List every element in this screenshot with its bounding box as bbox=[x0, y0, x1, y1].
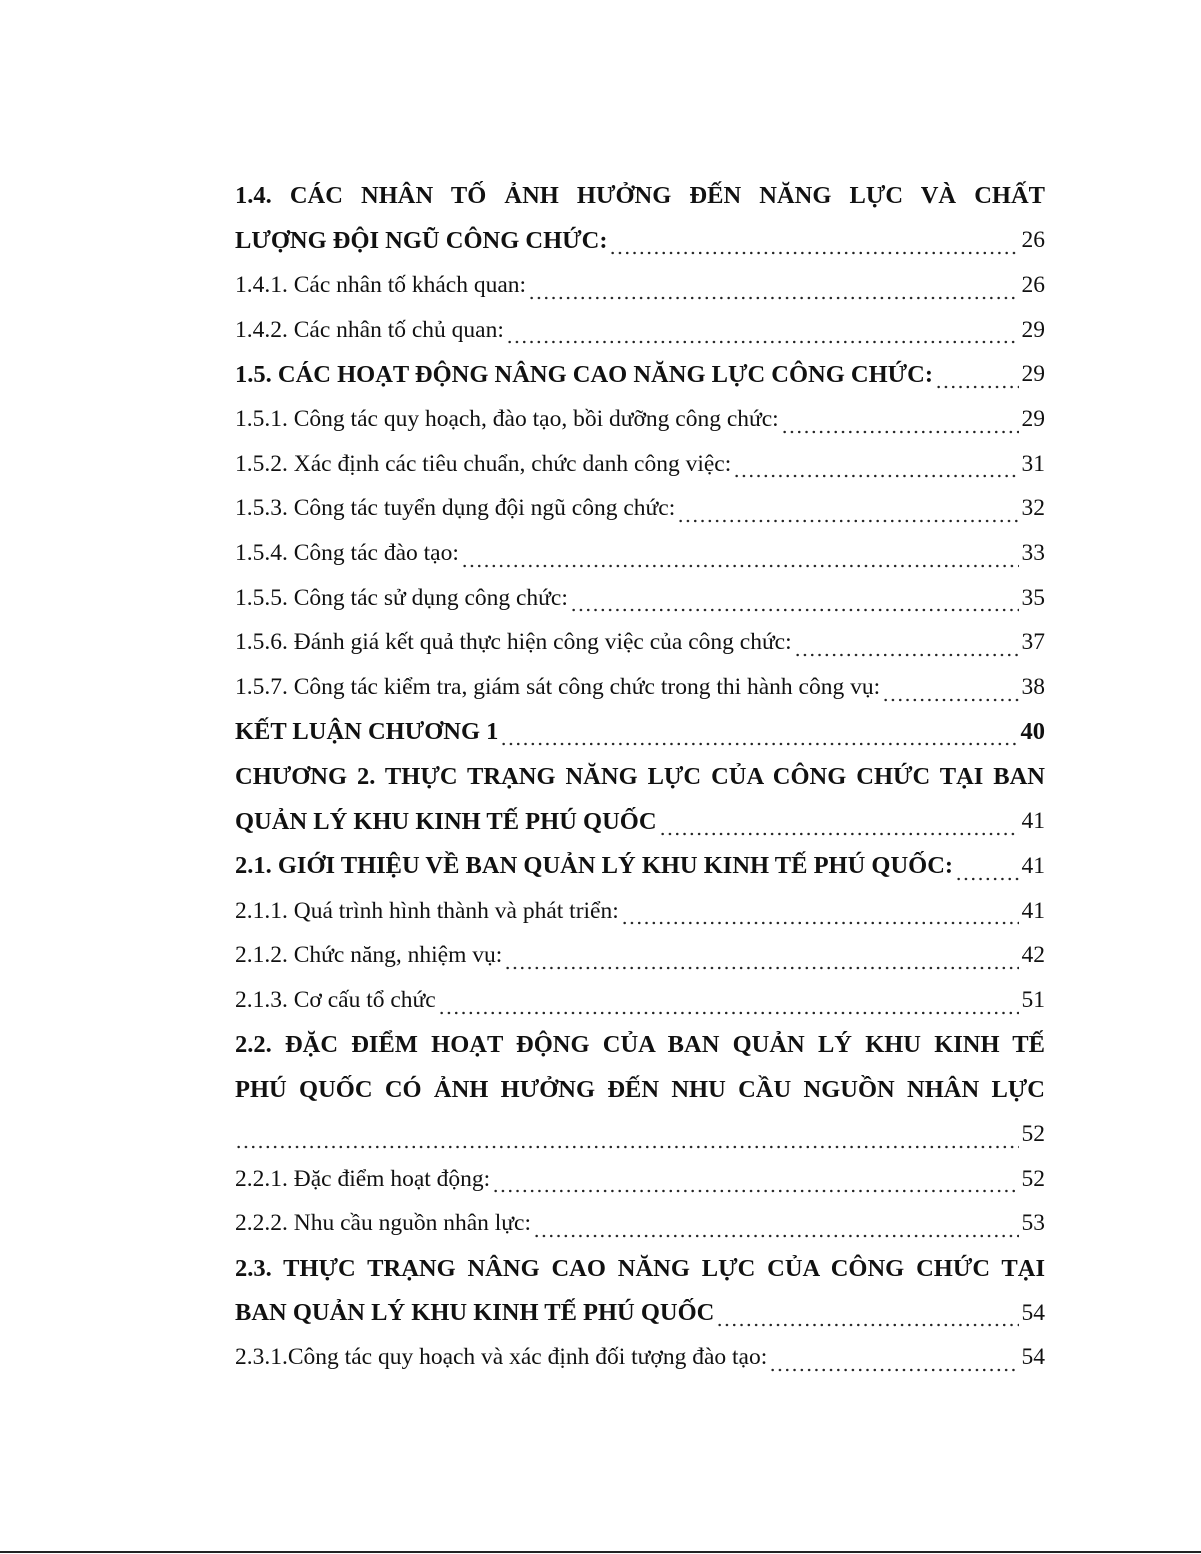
page-number: 52 bbox=[1021, 1165, 1045, 1192]
table-of-contents bbox=[235, 174, 1045, 1381]
dot-leader bbox=[570, 600, 1019, 621]
toc-entry-2-3[interactable] bbox=[235, 1291, 1045, 1336]
toc-entry-2-1-3[interactable] bbox=[235, 978, 1045, 1023]
toc-entry-1-5-3[interactable] bbox=[235, 487, 1045, 532]
toc-entry-title: 2.1. GIỚI THIỆU VỀ BAN QUẢN LÝ KHU KINH TẾ PHÚ QUỐC: bbox=[235, 852, 954, 880]
dot-leader bbox=[438, 1002, 1019, 1023]
toc-entry-title: 1.4.1. Các nhân tố khách quan: bbox=[235, 271, 527, 298]
toc-chapter-2-line-2: QUẢN LÝ KHU KINH TẾ PHÚ QUỐC bbox=[235, 807, 657, 835]
dot-leader bbox=[769, 1360, 1018, 1381]
toc-entry-chapter-2[interactable] bbox=[235, 800, 1045, 845]
toc-entry-2-2[interactable] bbox=[235, 1112, 1045, 1157]
page-number: 33 bbox=[1021, 540, 1045, 567]
toc-entry-2-1[interactable] bbox=[235, 844, 1045, 889]
page-number: 53 bbox=[1021, 1210, 1045, 1237]
toc-entry-2-2-1[interactable] bbox=[235, 1157, 1045, 1202]
dot-leader bbox=[235, 1136, 1019, 1157]
dot-leader bbox=[609, 242, 1018, 263]
toc-entry-1-5-1[interactable] bbox=[235, 397, 1045, 442]
toc-entry-title: 2.2.2. Nhu cầu nguồn nhân lực: bbox=[235, 1210, 531, 1237]
toc-chapter-2-line-1: CHƯƠNG 2. THỰC TRẠNG NĂNG LỰC CỦA CÔNG CHỨC TẠI BAN bbox=[235, 762, 1045, 790]
toc-entry-1-4[interactable] bbox=[235, 219, 1045, 264]
toc-entry-title: KẾT LUẬN CHƯƠNG 1 bbox=[235, 718, 499, 746]
toc-heading-2-3-line-1: 2.3. THỰC TRẠNG NÂNG CAO NĂNG LỰC CỦA CÔNG CHỨC TẠI bbox=[235, 1254, 1045, 1282]
page-number: 26 bbox=[1021, 271, 1045, 298]
toc-entry-title: 1.5. CÁC HOẠT ĐỘNG NÂNG CAO NĂNG LỰC CÔNG CHỨC: bbox=[235, 360, 934, 388]
toc-heading-1-4-line-1: 1.4. CÁC NHÂN TỐ ẢNH HƯỞNG ĐẾN NĂNG LỰC VÀ CHẤT bbox=[235, 182, 1045, 209]
page-number: 31 bbox=[1021, 450, 1045, 477]
toc-entry-title: 1.5.6. Đánh giá kết quả thực hiện công việc của công chức: bbox=[235, 629, 792, 656]
toc-entry-2-1-1[interactable] bbox=[235, 889, 1045, 934]
toc-entry-1-5-7[interactable] bbox=[235, 666, 1045, 711]
page-number: 35 bbox=[1021, 584, 1045, 611]
page-number: 42 bbox=[1021, 942, 1045, 969]
dot-leader bbox=[781, 421, 1019, 442]
toc-heading-1-4-line-2: LƯỢNG ĐỘI NGŨ CÔNG CHỨC: bbox=[235, 226, 608, 254]
toc-heading-2-2-line-1: 2.2. ĐẶC ĐIỂM HOẠT ĐỘNG CỦA BAN QUẢN LÝ KHU KINH TẾ bbox=[235, 1031, 1045, 1059]
dot-leader bbox=[506, 332, 1019, 353]
toc-entry-title: 2.2.1. Đặc điểm hoạt động: bbox=[235, 1165, 491, 1192]
dot-leader bbox=[492, 1181, 1018, 1202]
page-number: 41 bbox=[1021, 897, 1045, 924]
toc-entry-2-2-2[interactable] bbox=[235, 1202, 1045, 1247]
toc-entry-2-1-2[interactable] bbox=[235, 934, 1045, 979]
toc-entry-title: 1.5.5. Công tác sử dụng công chức: bbox=[235, 584, 568, 611]
dot-leader bbox=[935, 376, 1018, 397]
toc-entry-1-4-2[interactable] bbox=[235, 308, 1045, 353]
toc-entry-title: 2.1.2. Chức năng, nhiệm vụ: bbox=[235, 942, 503, 969]
toc-entry-title: 1.5.1. Công tác quy hoạch, đào tạo, bồi dưỡng công chức: bbox=[235, 406, 779, 433]
toc-entry-1-5-6[interactable] bbox=[235, 621, 1045, 666]
page-number: 32 bbox=[1021, 495, 1045, 522]
page-number: 29 bbox=[1021, 406, 1045, 433]
toc-entry-title: 2.1.3. Cơ cấu tổ chức bbox=[235, 986, 436, 1013]
toc-entry-title: 1.5.3. Công tác tuyển dụng đội ngũ công chức: bbox=[235, 495, 676, 522]
toc-entry-title: 2.1.1. Quá trình hình thành và phát triển: bbox=[235, 897, 619, 924]
toc-heading-2-2-line-2: PHÚ QUỐC CÓ ẢNH HƯỞNG ĐẾN NHU CẦU NGUỒN NHÂN LỰC bbox=[235, 1075, 1045, 1103]
toc-entry-title: 1.5.7. Công tác kiểm tra, giám sát công chức trong thi hành công vụ: bbox=[235, 674, 881, 701]
toc-entry-title: 2.3.1.Công tác quy hoạch và xác định đối tượng đào tạo: bbox=[235, 1344, 768, 1371]
toc-entry-1-5-4[interactable] bbox=[235, 532, 1045, 577]
toc-entry-title: 1.4.2. Các nhân tố chủ quan: bbox=[235, 316, 504, 343]
toc-entry-title: 1.5.2. Xác định các tiêu chuẩn, chức danh công việc: bbox=[235, 450, 732, 477]
page-number: 41 bbox=[1021, 852, 1045, 879]
page-number: 26 bbox=[1021, 227, 1045, 254]
dot-leader bbox=[528, 287, 1018, 308]
page-number: 29 bbox=[1021, 316, 1045, 343]
bottom-border-line bbox=[0, 1551, 1201, 1553]
toc-entry-title: 1.5.4. Công tác đào tạo: bbox=[235, 540, 459, 567]
page-number: 29 bbox=[1021, 361, 1045, 388]
page-number: 38 bbox=[1021, 674, 1045, 701]
dot-leader bbox=[733, 466, 1018, 487]
dot-leader bbox=[621, 913, 1019, 934]
dot-leader bbox=[500, 734, 1017, 755]
toc-entry-conclusion-ch1[interactable] bbox=[235, 710, 1045, 755]
dot-leader bbox=[659, 823, 1019, 844]
dot-leader bbox=[955, 868, 1018, 889]
toc-entry-1-5-2[interactable] bbox=[235, 442, 1045, 487]
dot-leader bbox=[794, 645, 1019, 666]
dot-leader bbox=[461, 555, 1019, 576]
dot-leader bbox=[716, 1315, 1018, 1336]
page-number: 41 bbox=[1021, 808, 1045, 835]
page-number: 52 bbox=[1021, 1121, 1045, 1148]
page-number: 51 bbox=[1021, 986, 1045, 1013]
dot-leader bbox=[504, 957, 1018, 978]
dot-leader bbox=[533, 1226, 1019, 1247]
page-number: 54 bbox=[1021, 1299, 1045, 1326]
page-number: 40 bbox=[1020, 718, 1045, 746]
toc-entry-1-4-1[interactable] bbox=[235, 263, 1045, 308]
toc-entry-2-3-1[interactable] bbox=[235, 1336, 1045, 1381]
toc-entry-1-5[interactable] bbox=[235, 353, 1045, 398]
toc-entry-1-5-5[interactable] bbox=[235, 576, 1045, 621]
dot-leader bbox=[677, 511, 1018, 532]
page-number: 54 bbox=[1021, 1344, 1045, 1371]
dot-leader bbox=[882, 689, 1018, 710]
page-number: 37 bbox=[1021, 629, 1045, 656]
toc-heading-2-3-line-2: BAN QUẢN LÝ KHU KINH TẾ PHÚ QUỐC bbox=[235, 1299, 715, 1327]
